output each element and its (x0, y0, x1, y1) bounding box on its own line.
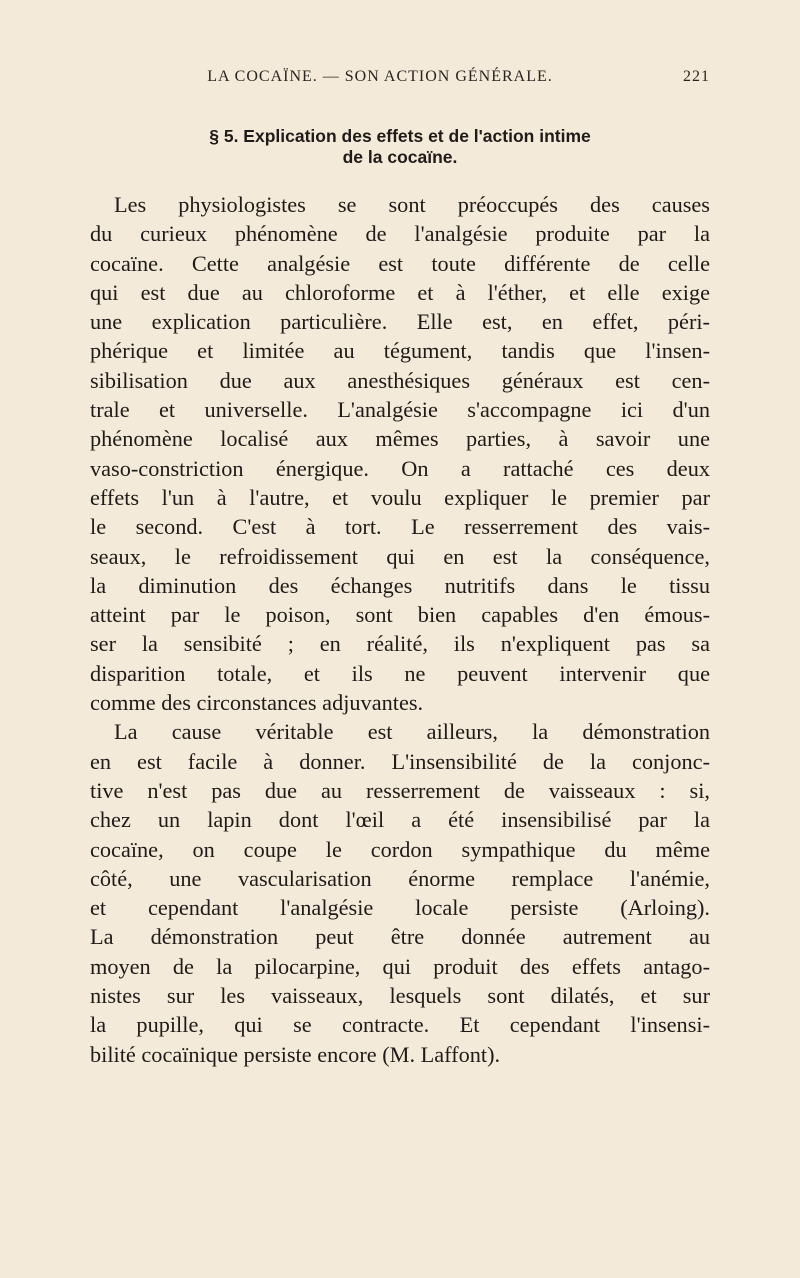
text-line: vaso-constriction énergique. On a rattaché ces deux (90, 455, 710, 481)
text-line: du curieux phénomène de l'analgésie produite par la (90, 221, 710, 247)
text-line: La cause véritable est ailleurs, la démonstration (114, 719, 710, 745)
text-line: phénomène localisé aux mêmes parties, à savoir une (90, 426, 710, 452)
text-line: atteint par le poison, sont bien capables d'en émous- (90, 602, 710, 628)
text-line: le second. C'est à tort. Le resserrement des vais- (90, 514, 710, 540)
section-heading-line: de la cocaïne. (342, 147, 458, 167)
running-head-title: LA COCAÏNE. — SON ACTION GÉNÉRALE. (207, 68, 553, 85)
page-number: 221 (683, 68, 710, 85)
text-line: seaux, le refroidissement qui en est la conséquence, (90, 543, 710, 569)
text-line: trale et universelle. L'analgésie s'accompagne ici d'un (90, 397, 710, 423)
text-line: la diminution des échanges nutritifs dans le tissu (90, 572, 710, 598)
text-line: côté, une vascularisation énorme remplace l'anémie, (90, 865, 710, 891)
text-line: La démonstration peut être donnée autrement au (90, 924, 710, 950)
text-line: et cependant l'analgésie locale persiste (Arloing). (90, 895, 710, 921)
text-line: sibilisation due aux anesthésiques généraux est cen- (90, 367, 710, 393)
text-line: une explication particulière. Elle est, en effet, péri- (90, 309, 710, 335)
section-heading-line: § 5. Explication des effets et de l'action intime (209, 126, 591, 146)
text-line: cocaïne. Cette analgésie est toute différente de celle (90, 250, 710, 276)
text-line: nistes sur les vaisseaux, lesquels sont dilatés, et sur (90, 983, 710, 1009)
text-line: tive n'est pas due au resserrement de vaisseaux : si, (90, 777, 710, 803)
text-line: qui est due au chloroforme et à l'éther, et elle exige (90, 279, 710, 305)
text-line: Les physiologistes se sont préoccupés des causes (114, 192, 710, 217)
text-line: en est facile à donner. L'insensibilité de la conjonc- (90, 748, 710, 774)
text-line: la pupille, qui se contracte. Et cependant l'insensi- (90, 1012, 710, 1038)
text-line: effets l'un à l'autre, et voulu expliquer le premier par (90, 484, 710, 510)
text-line: ser la sensibité ; en réalité, ils n'expliquent pas sa (90, 631, 710, 657)
text-line: bilité cocaïnique persiste encore (M. Laffont). (90, 1041, 501, 1067)
section-heading (100, 126, 700, 168)
text-line: chez un lapin dont l'œil a été insensibilisé par la (90, 807, 710, 833)
text-line: disparition totale, et ils ne peuvent intervenir que (90, 660, 710, 686)
text-line: phérique et limitée au tégument, tandis que l'insen- (90, 338, 710, 364)
text-line: moyen de la pilocarpine, qui produit des effets antago- (90, 953, 710, 979)
running-head (110, 68, 710, 90)
text-line: cocaïne, on coupe le cordon sympathique du même (90, 836, 710, 862)
body-text (90, 190, 710, 1069)
text-line: comme des circonstances adjuvantes. (90, 690, 424, 716)
